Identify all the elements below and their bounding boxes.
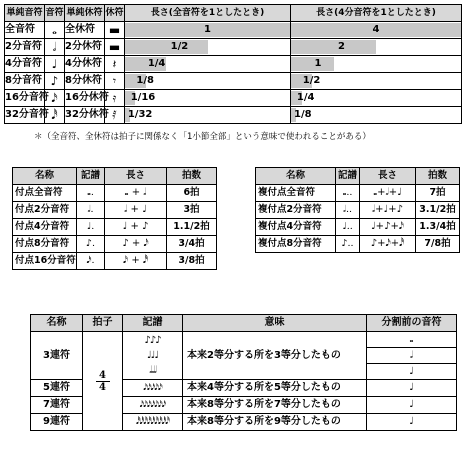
- note-icon: 𝅘𝅥𝅰: [45, 107, 65, 124]
- beats: 3拍: [167, 202, 217, 219]
- table-row: [256, 219, 460, 236]
- table-row: [5, 73, 462, 90]
- rest-name: 32分休符: [65, 107, 105, 124]
- whole-length-cell: [125, 90, 291, 107]
- note-name: 8分音符: [5, 73, 45, 90]
- table-row: [13, 202, 217, 219]
- length: ♩ + ♪: [105, 219, 167, 236]
- original-note: ♩: [367, 380, 457, 397]
- header-meaning: 意味: [183, 315, 367, 332]
- length: 𝅘𝅥𝅯 + 𝅘𝅥𝅰: [105, 253, 167, 270]
- whole-length-bar: [125, 73, 290, 89]
- length: ♪+𝅘𝅥𝅯+𝅘𝅥𝅰: [360, 236, 416, 253]
- whole-length-cell: [125, 107, 291, 124]
- triplet-notation-line: 𝅗𝅥𝅗𝅥𝅗𝅥: [149, 365, 156, 376]
- tuplet-table: [30, 314, 457, 431]
- tuplet-name: 5連符: [31, 380, 83, 397]
- beats: 3/4拍: [167, 236, 217, 253]
- tuplet-notation: 𝅘𝅥𝅯𝅘𝅥𝅯𝅘𝅥𝅯𝅘𝅥𝅯𝅘𝅥𝅯: [123, 380, 183, 397]
- table-row: [13, 185, 217, 202]
- note-length-table: [4, 4, 462, 124]
- quarter-length-cell: [291, 56, 462, 73]
- whole-length-label: 1/32: [127, 109, 153, 120]
- length: 𝅝 + 𝅗𝅥: [105, 185, 167, 202]
- table-row: [13, 219, 217, 236]
- original-note: 𝅗𝅥: [367, 348, 457, 364]
- beats: 7/8拍: [416, 236, 460, 253]
- header-length-quarter: 長さ(4分音符を1としたとき): [291, 5, 462, 22]
- length: ♪ + 𝅘𝅥𝅯: [105, 236, 167, 253]
- header-original-note: 分割前の音符: [367, 315, 457, 332]
- beats: 3.1/2拍: [416, 202, 460, 219]
- note-name: 複付点8分音符: [256, 236, 336, 253]
- tuplet-notation: 𝅘𝅥𝅯𝅘𝅥𝅯𝅘𝅥𝅯𝅘𝅥𝅯𝅘𝅥𝅯𝅘𝅥𝅯𝅘𝅥𝅯: [123, 397, 183, 414]
- quarter-length-bar: [291, 22, 461, 38]
- note-name: 付点8分音符: [13, 236, 77, 253]
- note-name: 付点4分音符: [13, 219, 77, 236]
- beats: 1.1/2拍: [167, 219, 217, 236]
- table-row: [5, 22, 462, 39]
- notation: 𝅗𝅥.: [77, 202, 105, 219]
- rest-icon: ▬: [105, 22, 125, 39]
- whole-length-bar: [125, 107, 290, 123]
- time-signature-bottom: 4: [99, 381, 106, 393]
- table-row: [5, 56, 462, 73]
- header-simple-note: 単純音符: [5, 5, 45, 22]
- note-name: 32分音符: [5, 107, 45, 124]
- header-notation: 記譜: [336, 168, 360, 185]
- triplet-notation-line: ♪♪♪: [144, 335, 161, 346]
- whole-length-label: 1: [204, 24, 211, 35]
- beats: 7拍: [416, 185, 460, 202]
- whole-length-bar: [125, 39, 290, 55]
- note-name: 複付点4分音符: [256, 219, 336, 236]
- whole-length-label: 1/4: [147, 58, 166, 69]
- header-name: 名称: [256, 168, 336, 185]
- table-row: [5, 107, 462, 124]
- rest-icon: ▬: [105, 39, 125, 56]
- table-row: [31, 332, 457, 348]
- tuplet-meaning: 本来8等分する所を7等分したもの: [183, 397, 367, 414]
- notation: 𝅗𝅥..: [336, 202, 360, 219]
- notation: ♩..: [336, 219, 360, 236]
- quarter-length-label: 1/4: [296, 92, 315, 103]
- beats: 3/8拍: [167, 253, 217, 270]
- triplet-notation: [123, 332, 183, 380]
- original-note: ♩: [367, 364, 457, 380]
- rest-icon: 𝄿: [105, 90, 125, 107]
- table-row: [5, 90, 462, 107]
- header-simple-rest: 単純休符: [65, 5, 105, 22]
- original-note: ♩: [367, 397, 457, 414]
- length: 𝅗𝅥 + ♩: [105, 202, 167, 219]
- quarter-length-bar: [291, 39, 461, 55]
- rest-name: 4分休符: [65, 56, 105, 73]
- header-length-whole: 長さ(全音符を1としたとき): [125, 5, 291, 22]
- note-icon: ♪: [45, 73, 65, 90]
- quarter-length-cell: [291, 39, 462, 56]
- table-row: [256, 185, 460, 202]
- note-icon: 𝅘𝅥𝅯: [45, 90, 65, 107]
- notation: ♪.: [77, 236, 105, 253]
- beats: 1.3/4拍: [416, 219, 460, 236]
- note-name: 付点16分音符: [13, 253, 77, 270]
- table-row: [13, 236, 217, 253]
- notation: 𝅝.: [77, 185, 105, 202]
- tuplet-name: 7連符: [31, 397, 83, 414]
- quarter-length-bar: [291, 107, 461, 123]
- rest-icon: 𝅀: [105, 107, 125, 124]
- quarter-length-label: 1/2: [302, 75, 321, 86]
- rest-name: 8分休符: [65, 73, 105, 90]
- quarter-length-bar: [291, 73, 461, 89]
- header-beats: 拍数: [167, 168, 217, 185]
- rest-name: 16分休符: [65, 90, 105, 107]
- header-rest: 休符: [105, 5, 125, 22]
- note-name: 16分音符: [5, 90, 45, 107]
- whole-length-label: 1/16: [130, 92, 156, 103]
- quarter-length-cell: [291, 90, 462, 107]
- whole-length-cell: [125, 56, 291, 73]
- note-icon: ♩: [45, 56, 65, 73]
- quarter-length-label: 1: [314, 58, 322, 69]
- tuplet-meaning: 本来8等分する所を9等分したもの: [183, 414, 367, 431]
- triplet-notation-line: ♩♩♩: [146, 350, 159, 361]
- notation: ♩.: [77, 219, 105, 236]
- whole-length-cell: [125, 39, 291, 56]
- time-signature-top: 4: [99, 369, 106, 381]
- whole-length-label: 1/8: [136, 75, 154, 86]
- notation: ♪..: [336, 236, 360, 253]
- quarter-length-label: 2: [338, 41, 345, 52]
- notation: 𝅘𝅥𝅯.: [77, 253, 105, 270]
- header-length: 長さ: [360, 168, 416, 185]
- rest-icon: 𝄽: [105, 56, 125, 73]
- quarter-length-bar: [291, 90, 461, 106]
- whole-length-cell: [125, 22, 291, 39]
- header-length: 長さ: [105, 168, 167, 185]
- tuplet-meaning: 本来2等分する所を3等分したもの: [183, 332, 367, 380]
- beats: 6拍: [167, 185, 217, 202]
- table-row: [256, 202, 460, 219]
- header-notation: 記譜: [77, 168, 105, 185]
- table-row: [5, 39, 462, 56]
- note-name: 付点2分音符: [13, 202, 77, 219]
- length: ♩+♪+𝅘𝅥𝅯: [360, 219, 416, 236]
- note-name: 全音符: [5, 22, 45, 39]
- header-time: 拍子: [83, 315, 123, 332]
- whole-length-bar: [125, 22, 290, 38]
- quarter-length-cell: [291, 22, 462, 39]
- quarter-length-cell: [291, 107, 462, 124]
- note-name: 2分音符: [5, 39, 45, 56]
- double-dotted-note-table: [255, 167, 460, 253]
- whole-length-bar: [125, 56, 290, 72]
- note-name: 付点全音符: [13, 185, 77, 202]
- whole-length-cell: [125, 73, 291, 90]
- note-icon: 𝅗𝅥: [45, 39, 65, 56]
- header-name: 名称: [13, 168, 77, 185]
- quarter-length-label: 4: [372, 24, 380, 35]
- tuplet-meaning: 本来4等分する所を5等分したもの: [183, 380, 367, 397]
- tuplet-name: 3連符: [31, 332, 83, 380]
- quarter-length-bar: [291, 56, 461, 72]
- rest-icon: 𝄾: [105, 73, 125, 90]
- original-note: ♩: [367, 414, 457, 431]
- header-note: 音符: [45, 5, 65, 22]
- dotted-note-table: [12, 167, 217, 270]
- note-name: 複付点2分音符: [256, 202, 336, 219]
- note-icon: 𝅝: [45, 22, 65, 39]
- footnote: ＊（全音符、全休符は拍子に関係なく「1小節全部」という意味で使われることがある）: [34, 132, 371, 142]
- header-notation: 記譜: [123, 315, 183, 332]
- quarter-length-label: 1/8: [294, 109, 312, 120]
- whole-length-label: 1/2: [170, 41, 189, 52]
- length: 𝅝+𝅗𝅥+♩: [360, 185, 416, 202]
- original-note: 𝅝: [367, 332, 457, 348]
- whole-length-bar: [125, 90, 290, 106]
- length: 𝅗𝅥+♩+♪: [360, 202, 416, 219]
- note-name: 4分音符: [5, 56, 45, 73]
- note-name: 複付点全音符: [256, 185, 336, 202]
- notation: 𝅝..: [336, 185, 360, 202]
- table-row: [13, 253, 217, 270]
- time-signature: [83, 332, 123, 431]
- header-name: 名称: [31, 315, 83, 332]
- rest-name: 2分休符: [65, 39, 105, 56]
- header-beats: 拍数: [416, 168, 460, 185]
- rest-name: 全休符: [65, 22, 105, 39]
- tuplet-name: 9連符: [31, 414, 83, 431]
- tuplet-notation: 𝅘𝅥𝅰𝅘𝅥𝅰𝅘𝅥𝅰𝅘𝅥𝅰𝅘𝅥𝅰𝅘𝅥𝅰𝅘𝅥𝅰𝅘𝅥𝅰𝅘𝅥𝅰: [123, 414, 183, 431]
- table-row: [256, 236, 460, 253]
- quarter-length-cell: [291, 73, 462, 90]
